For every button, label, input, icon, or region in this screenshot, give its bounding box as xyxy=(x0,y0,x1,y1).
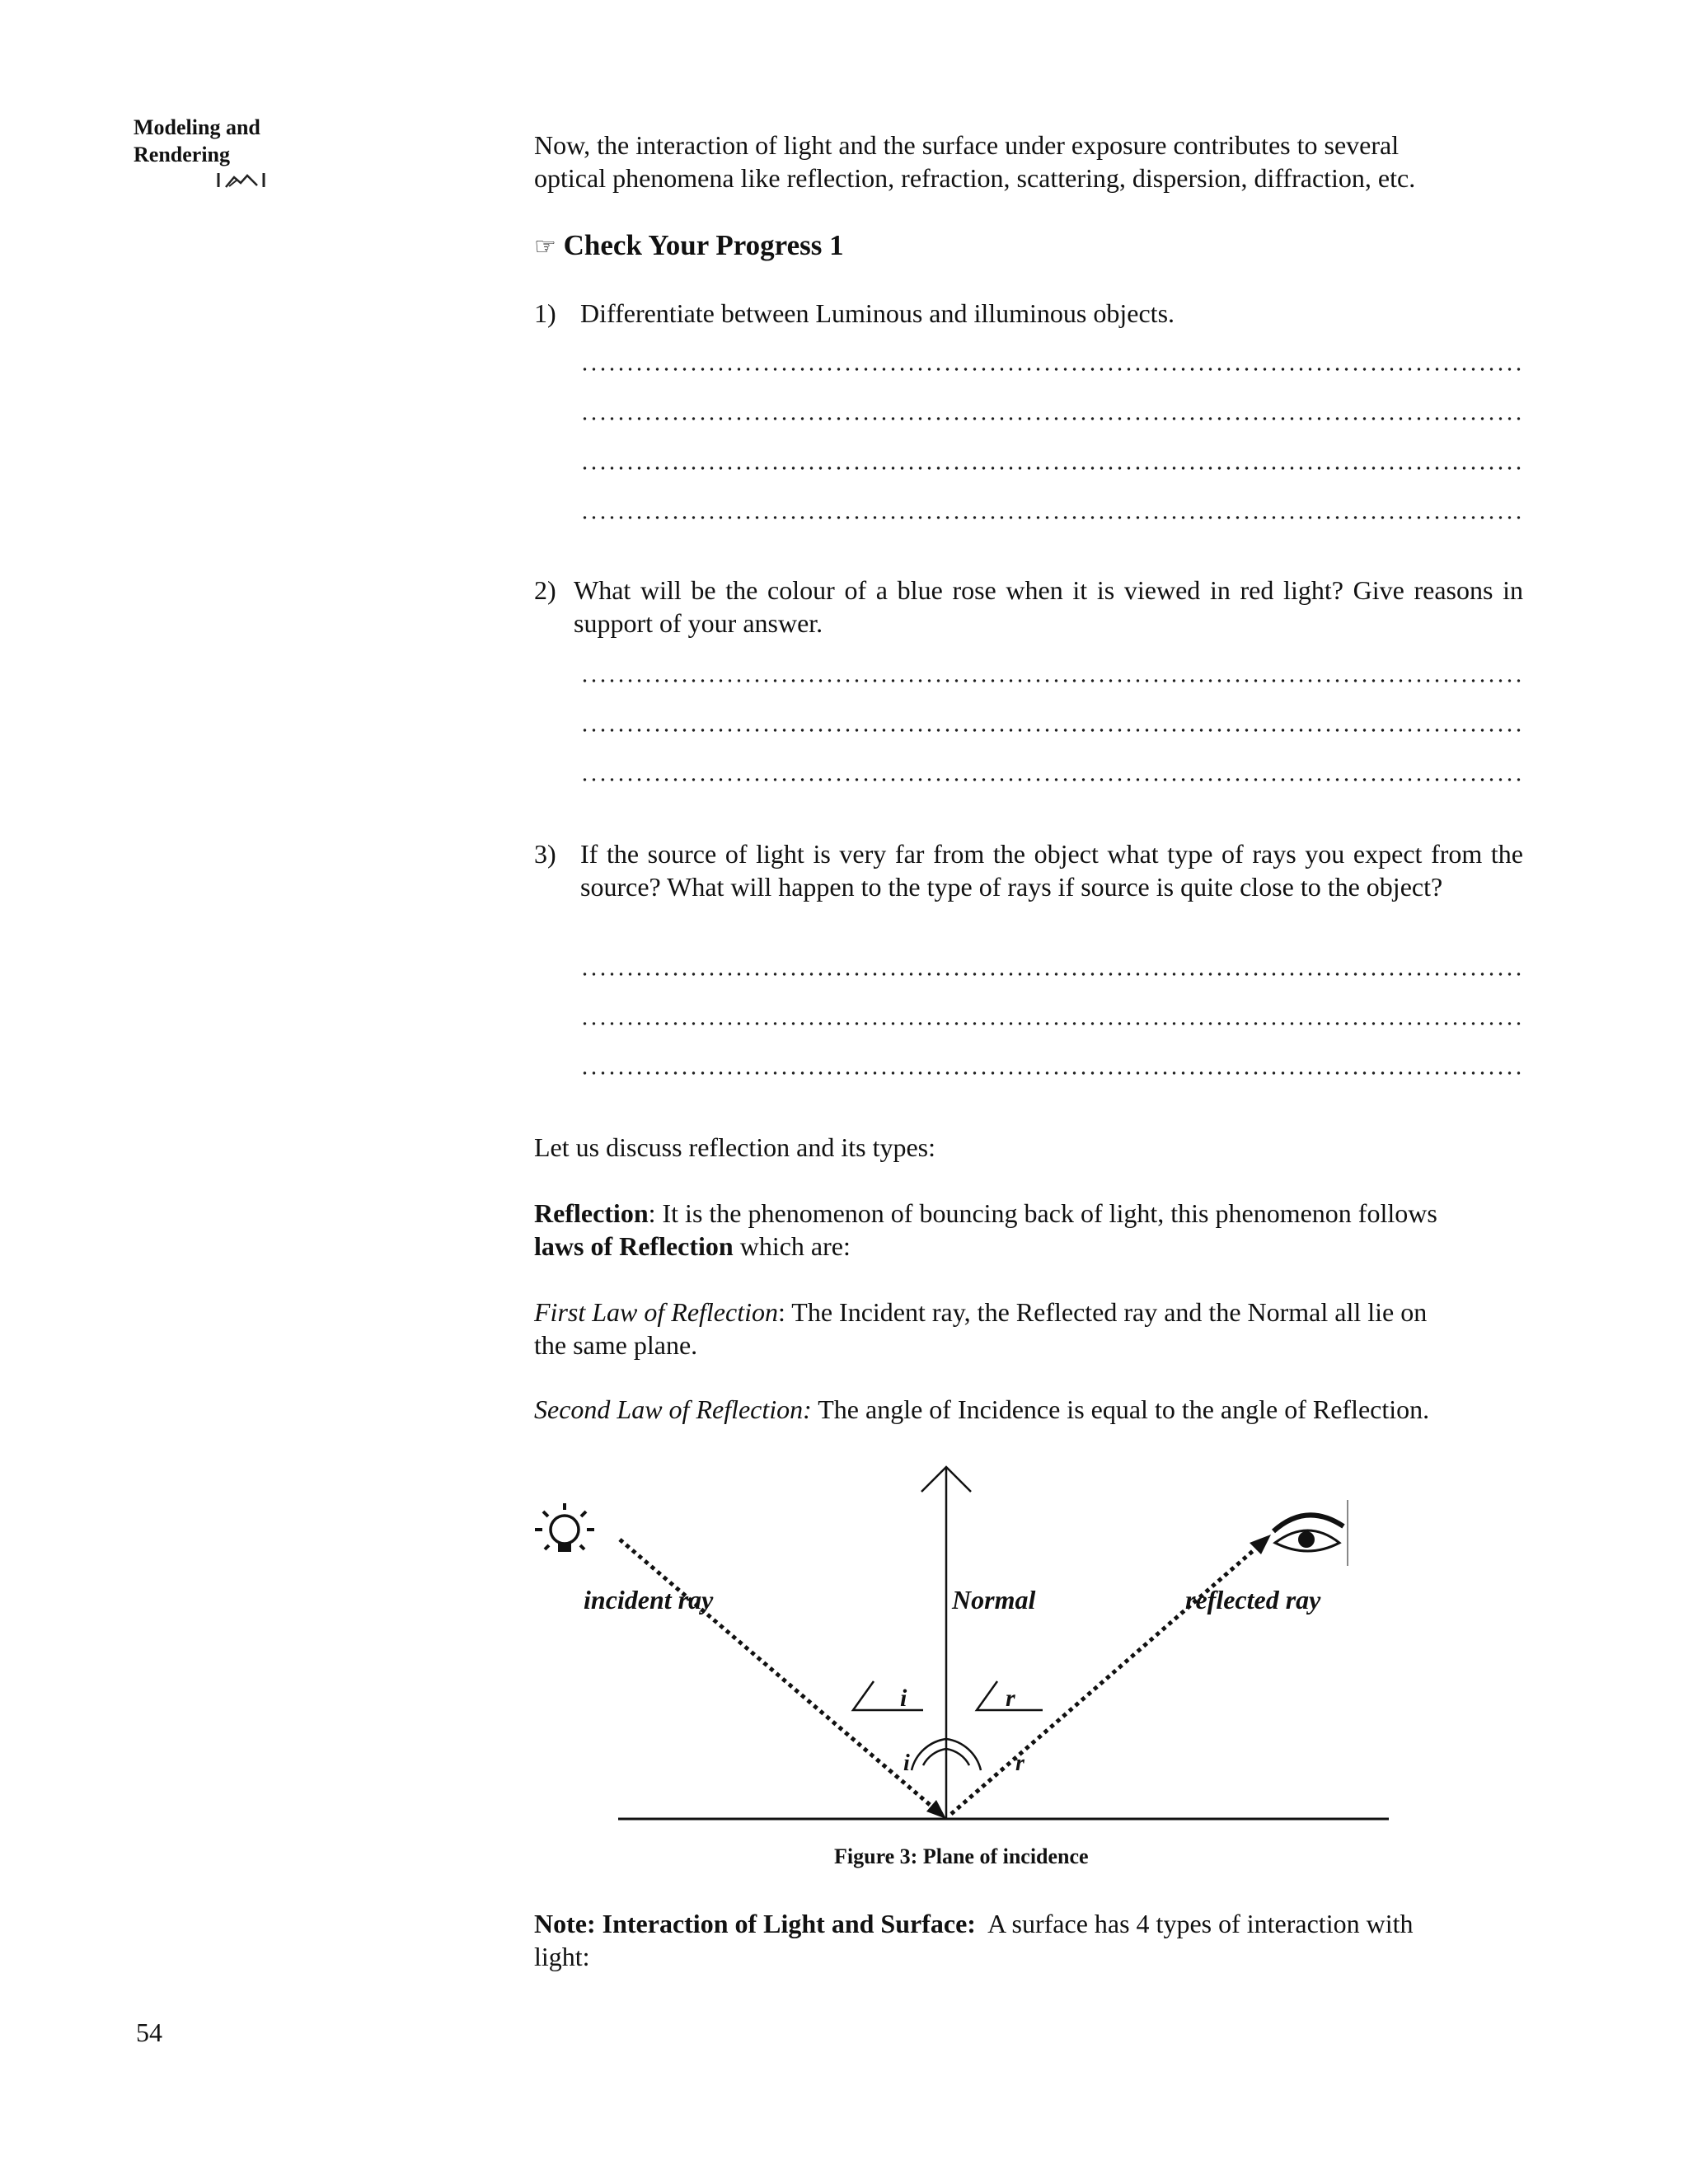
intro-paragraph xyxy=(534,129,1523,194)
second-law-text: The angle of Incidence is equal to the angle of Reflection. xyxy=(811,1394,1430,1424)
reflection-diagram xyxy=(528,1459,1401,1838)
answer-line xyxy=(580,729,1522,732)
first-law-text: : The Incident ray, the Reflected ray and the Normal all lie on xyxy=(777,1297,1428,1327)
question-number: 3) xyxy=(534,839,556,869)
question-number: 2) xyxy=(534,575,556,605)
first-law xyxy=(534,1296,1523,1361)
angle-arc-reflected xyxy=(946,1749,969,1765)
reflected-ray-label: reflected ray xyxy=(1185,1585,1321,1615)
note-text: A surface has 4 types of interaction with xyxy=(975,1909,1414,1938)
eye-icon xyxy=(1273,1500,1348,1566)
side-header xyxy=(134,114,260,168)
question-text: Differentiate between Luminous and illuminous objects. xyxy=(580,298,1175,328)
reflection-definition-text: : It is the phenomenon of bouncing back of light, this phenomenon follows xyxy=(648,1198,1437,1228)
answer-line xyxy=(580,972,1522,976)
answer-line xyxy=(580,417,1522,420)
answer-line xyxy=(580,466,1522,470)
intro-line2: optical phenomena like reflection, refraction, scattering, dispersion, diffraction, etc. xyxy=(534,163,1416,193)
angle-i-label-small: i xyxy=(903,1750,910,1776)
angle-arc-incident-outer xyxy=(912,1739,946,1770)
note-text-line2: light: xyxy=(534,1942,590,1971)
reflection-term: Reflection xyxy=(534,1198,649,1228)
answer-line xyxy=(580,368,1522,371)
question-text: What will be the colour of a blue rose when it is viewed in red light? Give reasons in support of your answer. xyxy=(574,575,1523,638)
laws-suffix: which are: xyxy=(733,1231,851,1261)
answer-line xyxy=(580,679,1522,682)
note-paragraph xyxy=(534,1907,1523,1973)
side-header-line2: Rendering xyxy=(134,143,230,166)
answer-line xyxy=(580,1071,1522,1075)
second-law xyxy=(534,1393,1523,1426)
incident-ray-label: incident ray xyxy=(584,1585,714,1615)
angle-arc-reflected-outer xyxy=(946,1739,981,1770)
angle-r-label: r xyxy=(1006,1685,1015,1712)
side-header-line1: Modeling and xyxy=(134,115,260,139)
light-bulb-icon xyxy=(535,1503,594,1552)
answer-line xyxy=(580,778,1522,781)
second-law-label: Second Law of Reflection: xyxy=(534,1394,812,1424)
note-term: Note: Interaction of Light and Surface: xyxy=(534,1909,976,1938)
question-text: If the source of light is very far from the object what type of rays you expect from the source? What will happen to the type of rays if source is quite close to the object? xyxy=(580,839,1523,902)
normal-label: Normal xyxy=(952,1585,1036,1615)
reflection-definition xyxy=(534,1197,1523,1263)
angle-r-label-small: r xyxy=(1015,1750,1025,1776)
incident-ray xyxy=(620,1540,940,1813)
answer-line xyxy=(580,1022,1522,1025)
answer-line xyxy=(580,516,1522,519)
page-number: 54 xyxy=(136,2018,162,2047)
angle-i-label: i xyxy=(900,1685,907,1712)
progress-heading xyxy=(534,229,1523,264)
figure-caption: Figure 3: Plane of incidence xyxy=(834,1844,1089,1868)
angle-arc-incident xyxy=(923,1749,946,1765)
pointing-hand-icon: ☞ xyxy=(534,232,556,261)
section-logo-icon xyxy=(216,171,267,189)
first-law-text-line2: the same plane. xyxy=(534,1330,698,1360)
discussion-intro: Let us discuss reflection and its types: xyxy=(534,1132,936,1162)
question-number: 1) xyxy=(534,298,556,328)
laws-term: laws of Reflection xyxy=(534,1231,734,1261)
progress-title: Check Your Progress 1 xyxy=(563,229,844,261)
first-law-label: First Law of Reflection xyxy=(534,1297,778,1327)
intro-line1: Now, the interaction of light and the surface under exposure contributes to several xyxy=(534,130,1400,160)
angle-symbol-i xyxy=(853,1681,923,1710)
reflected-arrowhead xyxy=(1250,1535,1271,1554)
